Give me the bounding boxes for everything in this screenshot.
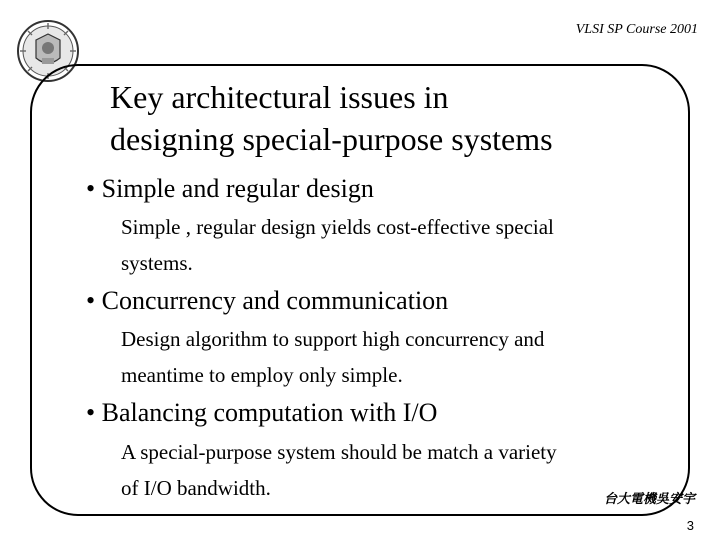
- description-line: Design algorithm to support high concurrency and: [121, 327, 545, 351]
- description-line: Simple , regular design yields cost-effective special: [121, 215, 554, 239]
- description-line: meantime to employ only simple.: [121, 363, 403, 387]
- section-heading-text: Concurrency and communication: [101, 286, 449, 315]
- description-line: systems.: [121, 251, 193, 275]
- author-signature: 台大電機吳安宇: [604, 491, 696, 506]
- slide-title: [110, 76, 553, 160]
- description-line: of I/O bandwidth.: [121, 476, 271, 500]
- page-number: 3: [686, 518, 694, 533]
- slide-title-line-2: designing special-purpose systems: [110, 121, 553, 157]
- course-label: VLSI SP Course 2001: [575, 22, 698, 37]
- section-heading: [86, 286, 448, 316]
- slide-title-line-1: Key architectural issues in: [110, 79, 449, 115]
- section-heading: [86, 174, 374, 204]
- bullet-marker: •: [86, 174, 96, 203]
- section-description: [121, 321, 544, 393]
- bullet-marker: •: [86, 398, 96, 427]
- section-description: [121, 209, 554, 281]
- section-heading-text: Simple and regular design: [101, 174, 374, 203]
- section-description: [121, 434, 557, 506]
- section-heading-text: Balancing computation with I/O: [101, 398, 438, 427]
- section-heading: [86, 398, 437, 428]
- description-line: A special-purpose system should be match a variety: [121, 440, 557, 464]
- bullet-marker: •: [86, 286, 96, 315]
